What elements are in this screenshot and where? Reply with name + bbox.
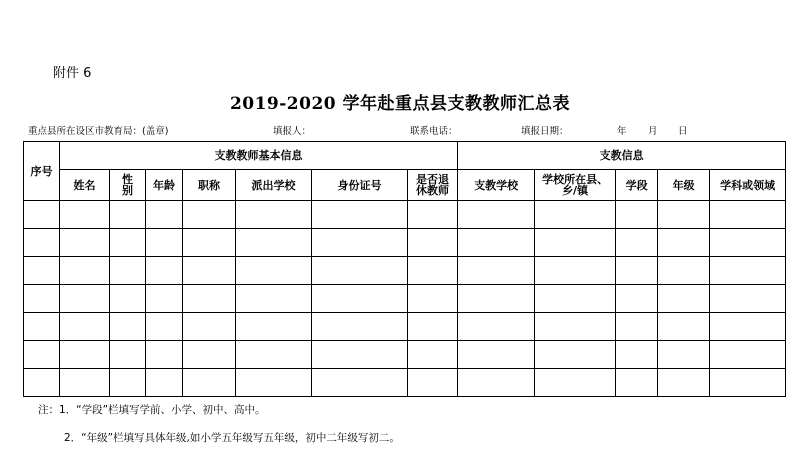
table-cell[interactable] [658,369,710,397]
table-cell[interactable] [710,201,786,229]
table-cell[interactable] [710,285,786,313]
table-cell[interactable] [312,313,408,341]
table-cell[interactable] [458,369,535,397]
table-cell[interactable] [60,257,110,285]
table-cell[interactable] [458,285,535,313]
table-cell[interactable] [408,313,458,341]
table-cell[interactable] [408,341,458,369]
table-cell[interactable] [710,369,786,397]
table-cell[interactable] [183,285,236,313]
table-cell[interactable] [60,369,110,397]
table-cell[interactable] [658,285,710,313]
table-cell[interactable] [408,201,458,229]
col-origin-school-header: 派出学校 [236,170,312,201]
table-row [24,369,786,397]
date-year-label: 年 [617,126,627,137]
table-cell[interactable] [60,201,110,229]
date-month-label: 月 [648,126,658,137]
date-label: 填报日期： [521,126,569,137]
table-cell[interactable] [535,369,616,397]
col-age-header: 年龄 [146,170,183,201]
table-cell[interactable] [146,229,183,257]
table-cell[interactable] [60,229,110,257]
table-row [24,257,786,285]
reporter-label: 填报人： [273,126,312,137]
table-cell[interactable] [183,229,236,257]
table-cell[interactable] [535,285,616,313]
table-cell[interactable] [183,201,236,229]
table-cell[interactable] [408,257,458,285]
col-grade-header: 年级 [658,170,710,201]
table-cell[interactable] [458,313,535,341]
table-cell[interactable] [60,285,110,313]
table-cell[interactable] [146,369,183,397]
table-cell[interactable] [535,229,616,257]
table-cell[interactable] [710,257,786,285]
col-location-header: 学校所在县、乡/镇 [535,170,616,201]
table-cell[interactable] [658,201,710,229]
table-cell[interactable] [535,313,616,341]
table-row [24,201,786,229]
note-1: 注：1．“学段”栏填写学前、小学、初中、高中。 [38,404,266,416]
table-cell[interactable] [24,313,60,341]
table-cell[interactable] [535,341,616,369]
basic-info-group-header: 支教教师基本信息 [60,142,458,170]
table-cell[interactable] [183,341,236,369]
date-day-label: 日 [678,126,688,137]
table-cell[interactable] [535,257,616,285]
table-row [24,341,786,369]
attachment-label: 附件 6 [53,66,92,81]
table-cell[interactable] [535,201,616,229]
col-title-header: 职称 [183,170,236,201]
table-cell[interactable] [110,341,146,369]
col-subject-header: 学科或领域 [710,170,786,201]
table-cell[interactable] [312,257,408,285]
table-cell[interactable] [408,369,458,397]
table-cell[interactable] [658,341,710,369]
table-cell[interactable] [710,313,786,341]
table-cell[interactable] [146,285,183,313]
support-info-group-header: 支教信息 [458,142,786,170]
col-stage-header: 学段 [616,170,658,201]
table-cell[interactable] [236,257,312,285]
table-cell[interactable] [616,313,658,341]
table-cell[interactable] [60,313,110,341]
table-cell[interactable] [616,229,658,257]
table-cell[interactable] [60,341,110,369]
table-cell[interactable] [183,313,236,341]
table-row [24,229,786,257]
table-cell[interactable] [408,229,458,257]
col-id-number-header: 身份证号 [312,170,408,201]
table-cell[interactable] [110,257,146,285]
table-cell[interactable] [458,201,535,229]
table-cell[interactable] [146,201,183,229]
table-cell[interactable] [710,341,786,369]
table-body [24,201,786,397]
table-cell[interactable] [616,201,658,229]
table-cell[interactable] [236,229,312,257]
table-cell[interactable] [183,257,236,285]
table-cell[interactable] [146,257,183,285]
note-2: 2．“年级”栏填写具体年级,如小学五年级写五年级，初中二年级写初二。 [64,432,400,444]
bureau-label: 重点县所在设区市教育局：(盖章) [28,126,169,137]
table-cell[interactable] [146,313,183,341]
table-row [24,285,786,313]
table-cell[interactable] [458,257,535,285]
page-title: 2019-2020 学年赴重点县支教教师汇总表 [229,94,571,114]
table-cell[interactable] [616,369,658,397]
table-cell[interactable] [110,369,146,397]
col-name-header: 姓名 [60,170,110,201]
table-cell[interactable] [146,341,183,369]
table-cell[interactable] [616,285,658,313]
table-cell[interactable] [458,229,535,257]
table-cell[interactable] [110,201,146,229]
col-retired-header: 是否退休教师 [408,170,458,201]
index-header: 序号 [24,142,60,201]
table-cell[interactable] [110,229,146,257]
table-cell[interactable] [24,285,60,313]
table-cell[interactable] [24,369,60,397]
phone-label: 联系电话： [410,126,458,137]
table-cell[interactable] [312,229,408,257]
table-cell[interactable] [24,257,60,285]
table-cell[interactable] [236,285,312,313]
table-cell[interactable] [236,201,312,229]
table-cell[interactable] [312,285,408,313]
table-cell[interactable] [710,229,786,257]
col-support-school-header: 支教学校 [458,170,535,201]
table-cell[interactable] [658,257,710,285]
table-cell[interactable] [408,285,458,313]
table-cell[interactable] [236,369,312,397]
table-cell[interactable] [458,341,535,369]
table-row [24,313,786,341]
table-cell[interactable] [616,341,658,369]
summary-table [23,141,786,397]
table-cell[interactable] [312,201,408,229]
table-cell[interactable] [312,341,408,369]
table-cell[interactable] [312,369,408,397]
table-cell[interactable] [24,229,60,257]
table-cell[interactable] [183,369,236,397]
col-gender-header: 性别 [110,170,146,201]
table-cell[interactable] [236,341,312,369]
table-cell[interactable] [110,313,146,341]
table-cell[interactable] [658,229,710,257]
table-cell[interactable] [658,313,710,341]
table-cell[interactable] [110,285,146,313]
table-cell[interactable] [24,201,60,229]
table-cell[interactable] [616,257,658,285]
table-cell[interactable] [24,341,60,369]
table-cell[interactable] [236,313,312,341]
